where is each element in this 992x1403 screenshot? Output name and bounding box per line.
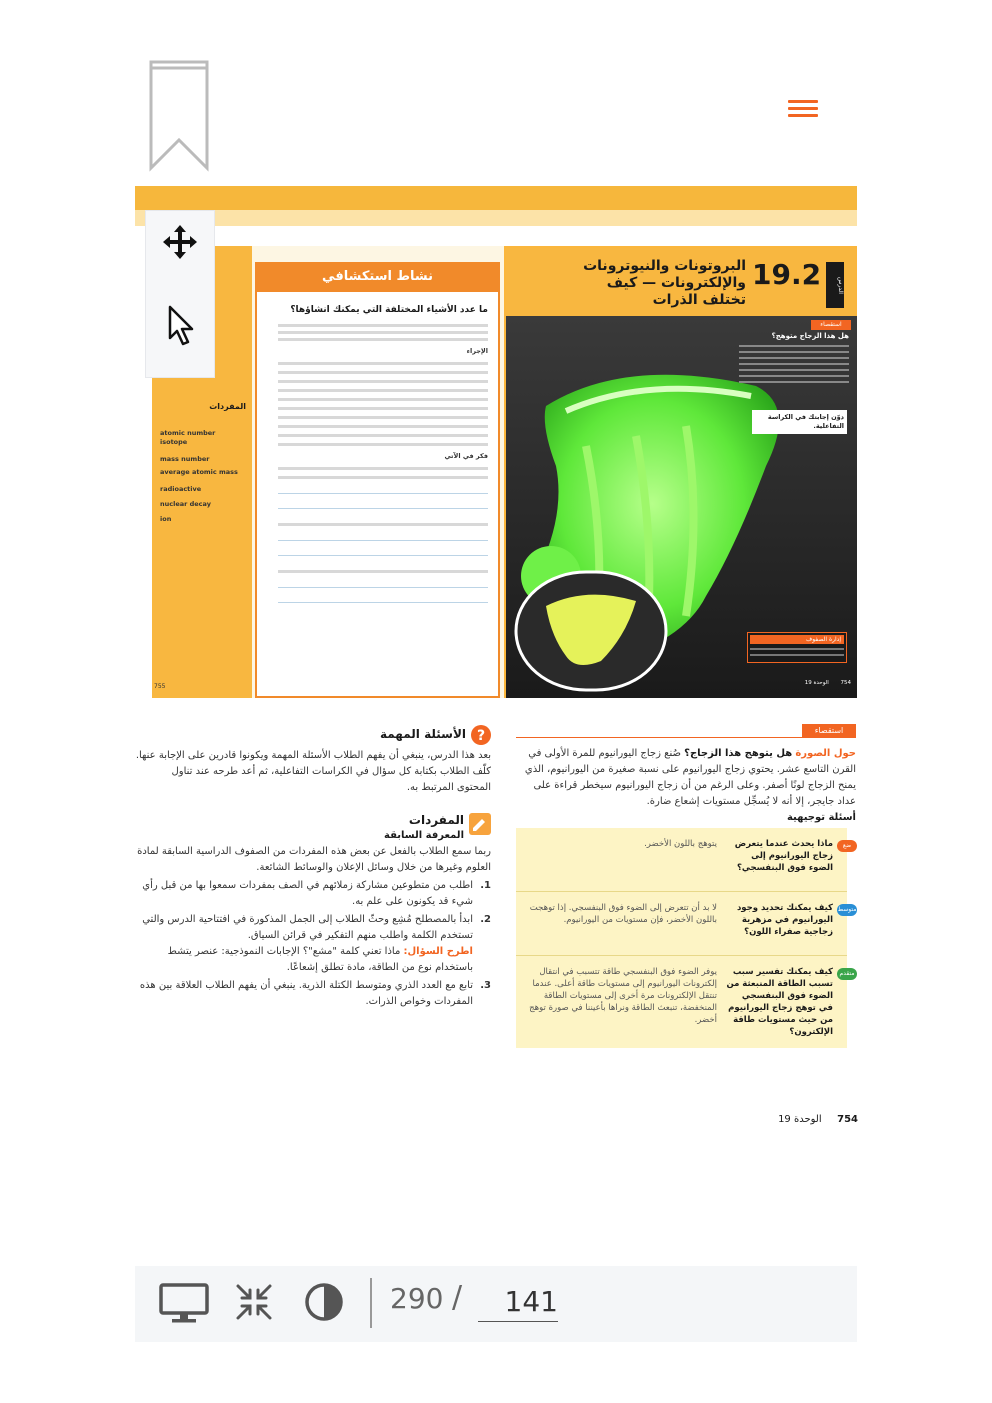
step-number: 1. (480, 880, 491, 891)
question-row (516, 828, 852, 892)
level-badge: متقدم (837, 968, 857, 980)
essential-title: الأسئلة المهمة (379, 727, 466, 741)
question-icon (470, 724, 492, 746)
question-row (516, 892, 857, 956)
prompt-label: اطرح السؤال: (403, 946, 473, 957)
vocab-term: mass number (160, 455, 210, 463)
top-band (135, 186, 857, 210)
guiding-questions-table (516, 828, 857, 1048)
page-footer (756, 1114, 858, 1125)
question-text: كيف يمكنك تفسير سبب تسبب الطاقة المنبعثة من الضوء فوق البنفسجي في توهج زجاج اليورانيوم من حيث مستويات طاقة الإلكترون؟ (726, 967, 833, 1037)
vocabulary-icon (468, 812, 492, 836)
guiding-title: أسئلة توجيهية (786, 812, 856, 823)
vocab-step (135, 912, 491, 976)
about-photo (516, 746, 856, 810)
toolbar-divider (370, 1278, 372, 1328)
vocab-intro: ربما سمع الطلاب بالفعل عن بعض هذه المفردات من الصفوف الدراسية السابقة لمادة العلوم وغيرها من خلال وسائل الإعلان والوسائط الشائعة. (137, 846, 491, 873)
vocab-term: average atomic mass (160, 468, 238, 476)
vocab-term: atomic number (160, 429, 216, 437)
level-badge: متوسط (837, 904, 857, 916)
activity-question: ما عدد الأشياء المختلفة التي يمكنك انشاؤها؟ (290, 305, 488, 315)
callout-box (752, 410, 847, 434)
pointer-icon[interactable] (164, 304, 198, 348)
page-number-input[interactable] (478, 1282, 558, 1322)
vocab-term: ion (160, 515, 172, 523)
divider (516, 737, 856, 738)
lesson-tag: الدرس (826, 262, 844, 308)
page-separator: / (452, 1280, 463, 1315)
answer-text: لا بد أن تتعرض إلى الضوء فوق البنفسجي. إذا توهجت باللون الأخضر، فإن مستويات من اليورانيوم. (529, 903, 717, 925)
photo-tag: استقصاء (811, 320, 851, 330)
bookmark-icon[interactable] (148, 60, 210, 172)
menu-icon[interactable] (788, 96, 822, 124)
uranium-glass-photo (506, 316, 857, 698)
step-number: 3. (480, 980, 491, 991)
top-band-light (135, 210, 857, 226)
inset-footer-page: 754 (840, 680, 851, 686)
desktop-icon[interactable] (158, 1282, 210, 1324)
callout-label: دوّن إجابتك في الكراسة التفاعلية. (767, 413, 844, 430)
vocab-steps (135, 878, 491, 1010)
question-row (516, 956, 855, 1048)
move-icon[interactable] (160, 222, 200, 262)
svg-text:?: ? (476, 728, 486, 744)
total-pages: 290 (390, 1282, 444, 1315)
footer-page-number: 754 (837, 1114, 858, 1125)
question-text: كيف يمكنك تحديد وجود اليورانيوم في مزهرية زجاجية صفراء اللون؟ (736, 903, 833, 937)
contrast-icon[interactable] (304, 1282, 344, 1322)
level-badge: ضع (837, 840, 857, 852)
essential-body: بعد هذا الدرس، ينبغي أن يفهم الطلاب الأسئلة المهمة ويكونوا قادرين على الإجابة عنها. كلّف الطلاب بكتابة كل سؤال في الكراسات التفاعلية، ثم أعد طرحه عند تناول المحتوى المرتبط به. (135, 750, 491, 793)
step-text: اطلب من متطوعين مشاركة زملائهم في الصف بمفردات سمعوا بها من قبل رأي شيء قد يكونون على علم به. (142, 880, 473, 907)
analysis-label: فكر في الآتي (444, 452, 488, 460)
inset-tag: إدارة الصفوف (750, 635, 844, 644)
left-page-number: 755 (154, 683, 166, 690)
inquiry-tab: استقصاء (802, 724, 856, 738)
vocab-title: المفردات (408, 813, 464, 827)
compress-icon[interactable] (234, 1282, 274, 1322)
lesson-number: 19.2 (752, 258, 822, 291)
step-text: تابع مع العدد الذري ومتوسط الكتلة الذرية. ينبغي أن يفهم الطلاب العلاقة بين هذه المفردات وخواص الذرات. (139, 980, 473, 1007)
classroom-box (747, 632, 847, 663)
step-text: ابدأ بالمصطلح مُشِع وحثّ الطلاب إلى الجمل المذكورة في افتتاحية الدرس والتي تستخدم الكلمة واطلب منهم التفكير في قرائن السياق. (142, 914, 473, 941)
inset-footer-unit: الوحدة 19 (804, 680, 829, 686)
procedure-label: الإجراء (466, 347, 488, 355)
activity-card (255, 262, 500, 698)
footer-unit: الوحدة 19 (778, 1114, 822, 1125)
sidebar-vocab-title: المفردات (209, 402, 246, 411)
activity-title: نشاط استكشافي (255, 262, 500, 292)
photo-caption-title: هل هذا الزجاج متوهج؟ (771, 332, 849, 340)
question-text: ماذا يحدث عندما يتعرض زجاج اليورانيوم إلى الضوء فوق البنفسجي؟ (734, 839, 833, 873)
prompt-text: ماذا تعني كلمة "مشع"؟ الإجابات النموذجية: عنصر يتشط باستخدام نوع من الطاقة، مادة تطلق إشعاعًا. (167, 946, 473, 973)
lesson-title: البروتونات والنيوترونات والإلكترونات — كيف تختلف الذرات (583, 258, 746, 308)
about-body: صُنع زجاج اليورانيوم للمرة الأولى في القرن التاسع عشر. يحتوي زجاج اليورانيوم على نسبة صغيرة من اليورانيوم، الذي يمنح الزجاج لونًا أصفر. وعلى الرغم من أن زجاج اليورانيوم سيخطر قراءة على عداد جايجر، إلا أنه لا يُسجِّل مستويات إشعاع ضارة. (524, 748, 856, 807)
answer-text: يوفر الضوء فوق البنفسجي طاقة تتسبب في انتقال إلكترونات اليورانيوم إلى مستويات طاقة أعلى. عندما تنتقل الإلكترونات مرة أخرى إلى مستويات الطاقة المنخفضة، تنبعث الطاقة ونراها بأعيننا في صورة توهج أخضر. (529, 967, 717, 1025)
answer-text: يتوهج باللون الأخضر. (644, 839, 717, 849)
vocab-subtitle: المعرفة السابقة (384, 830, 464, 841)
vocab-term: isotope (160, 438, 188, 446)
about-question: هل يتوهج هذا الزجاج؟ (684, 748, 793, 759)
step-number: 2. (480, 914, 491, 925)
about-label: حول الصورة (795, 748, 856, 759)
vocab-step (135, 878, 491, 910)
vocab-term: radioactive (160, 485, 202, 493)
vocab-step (135, 978, 491, 1010)
vocab-term: nuclear decay (160, 500, 211, 508)
